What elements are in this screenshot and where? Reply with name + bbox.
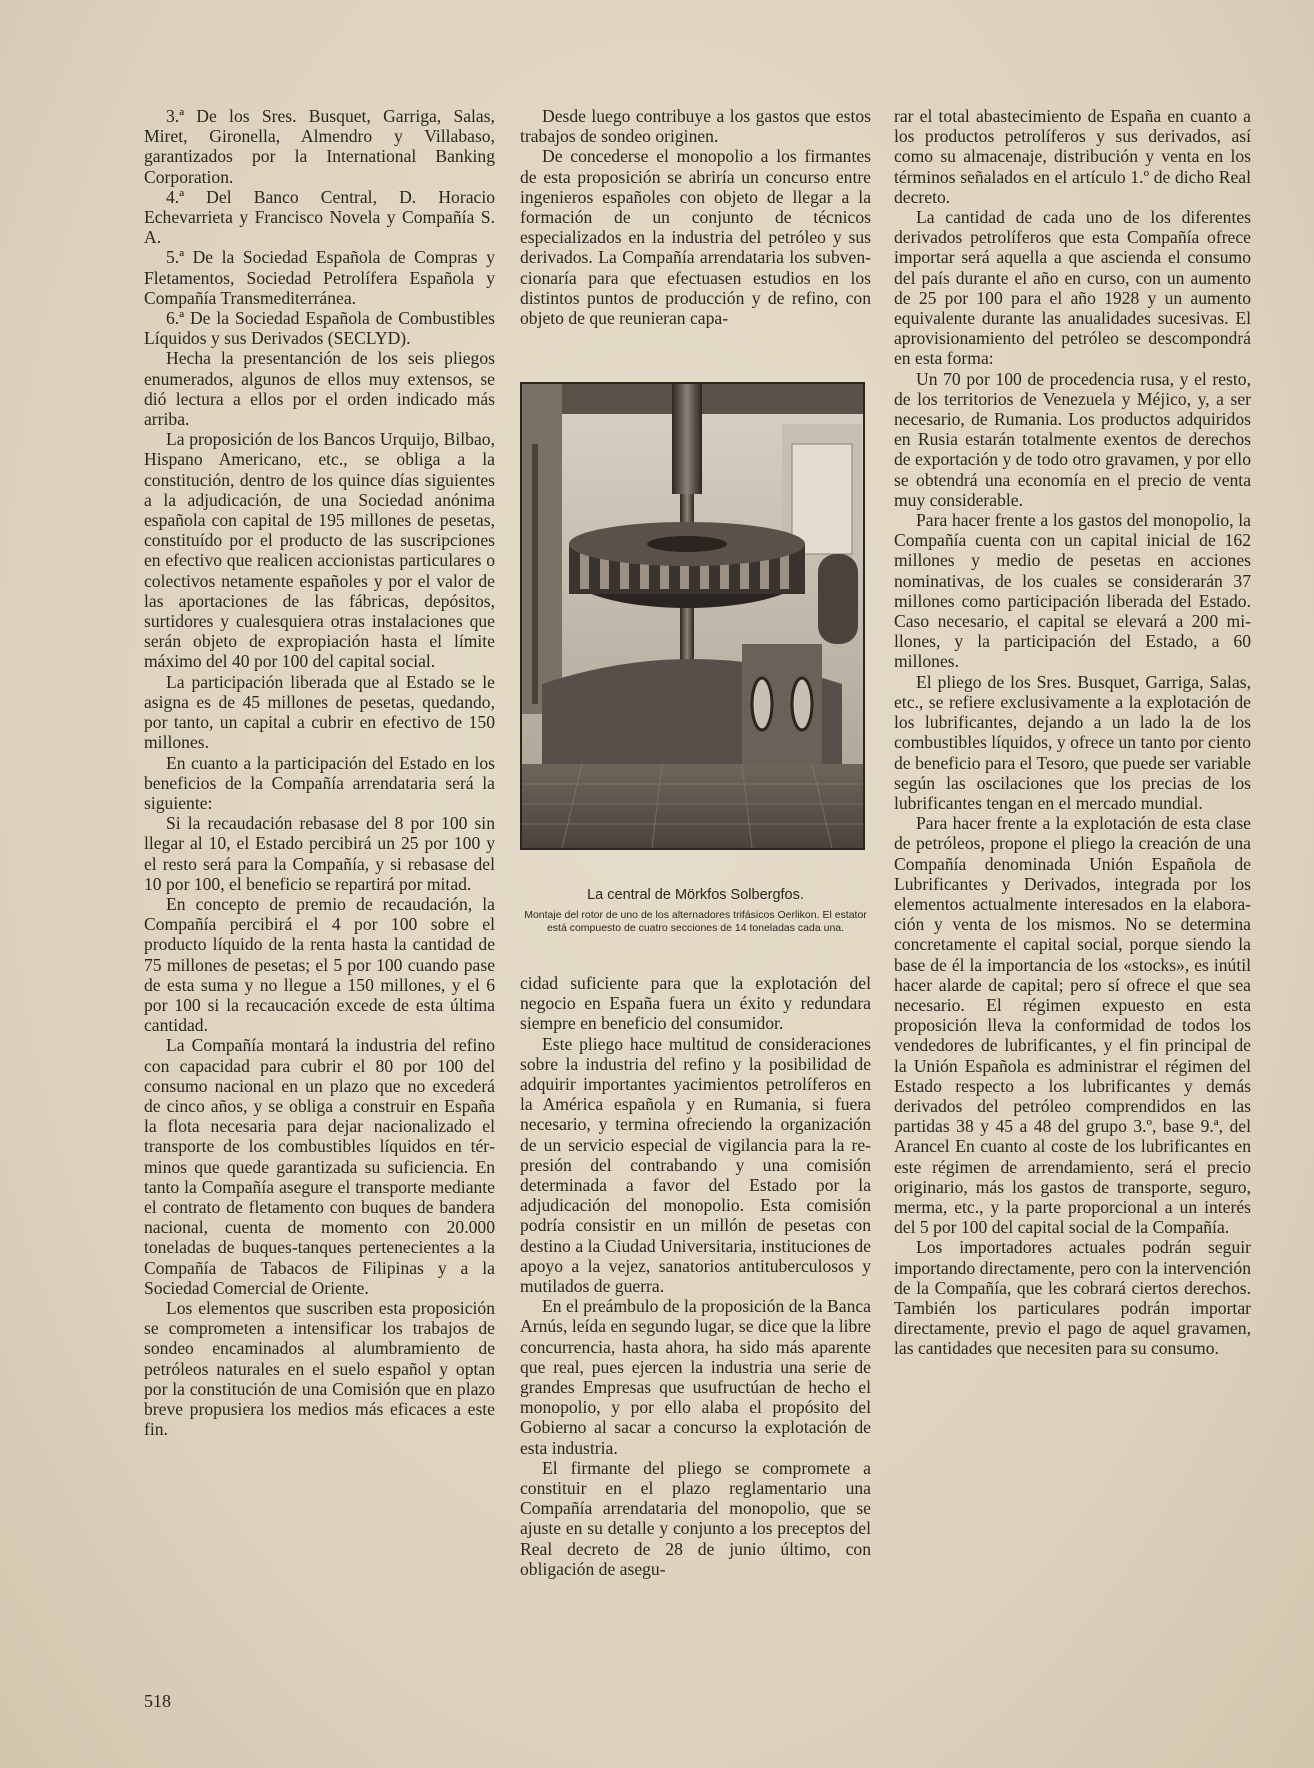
paragraph: Un 70 por 100 de procedencia rusa, y el resto, de los territorios de Venezuela y Méjico, y, a ser necesario, de Rumania. Los productos adquiridos en Rusia estarán totalmente exentos de derechos de exportación y de todo otro gravamen, y por ello se obtendrá una economía en el precio de venta muy considerable. — [894, 368, 1251, 510]
figure-title: La central de Mörkfos Solbergfos. — [587, 887, 804, 903]
rotor-photograph — [520, 382, 865, 850]
paragraph: cidad suficiente para que la explotación del negocio en España fuera un éxito y redundara siempre en beneficio del consumidor. — [520, 973, 871, 1034]
paragraph: La participación liberada que al Estado se le asigna es de 45 millones de pesetas, quedando, por tanto, un capital a cubrir en efectivo de 150 millones. — [144, 671, 495, 753]
figure-caption: Montaje del rotor de uno de los alternadores trifásicos Oerlikon. El estator está compuesto de cuatro secciones de 14 toneladas cada una. — [524, 909, 867, 934]
paragraph: Los elementos que suscriben esta proposición se comprometen a intensificar los trabajos de sondeo encaminados al alumbramiento de petróleos naturales en el suelo español y optan por la constitución de una Comisión que en plazo breve propusiera los medios más eficaces a este fin. — [144, 1297, 495, 1440]
paragraph: 3.ª De los Sres. Busquet, Garriga, Salas, Miret, Gironella, Almendro y Villabaso, garantizados por la International Banking Corporation. — [144, 106, 495, 187]
text-column-right — [894, 106, 1251, 1359]
paragraph: Para hacer frente a la explotación de esta clase de petróleos, propone el pliego la creación de una Compañía denominada Unión Española de Lubrificantes y Derivados, integrada por los elementos actualmente interesados en la elaboración y venta de los mismos. No se determina concretamente el capital social, porque siendo la base de él la importancia de los «stocks», es inútil hacer alarde de capital; pero sí ofrece el que sea necesario. El régimen expuesto en esta proposición lleva la conformidad de todos los vendedores de lubrificantes, y el fin principal de la Unión Española es administrar el régimen del Estado respecto a los lubrificantes y demás derivados del petróleo comprendidos en las partidas 38 y 45 a 48 del grupo 3.º, base 9.ª, del Arancel En cuanto al coste de los lubrificantes en este régimen de arrendamiento, será el precio originario, más los gastos de transporte, seguro, merma, etc., y la parte proporcional a un interés del 5 por 100 del capital social de la Compañía. — [894, 813, 1251, 1238]
paragraph: El firmante del pliego se compromete a constituir en el plazo reglamentario una Compañía arrendataria del monopolio, que se ajuste en su detalle y conjunto a los preceptos del Real decreto de 28 de junio último, con obligación de asegu- — [520, 1457, 871, 1579]
paragraph: Hecha la presentanción de los seis pliegos enumerados, algunos de ellos muy extensos, se dió lectura a ellos por el orden indicado más arriba. — [144, 348, 495, 430]
paragraph: Para hacer frente a los gastos del monopolio, la Compañía cuenta con un capital inicial de 162 millones y medio de pesetas en acciones nominativas, de los cuales se considerarán 37 millones como participación liberada del Estado. Caso necesario, el capital se elevará a 200 millones, y la participación del Estado, a 60 millones. — [894, 510, 1251, 672]
paragraph: Los importadores actuales podrán seguir importando directamente, pero con la intervención de la Compañía, que les cobrará ciertos derechos. También los particulares podrán importar directamente, previo el pago de aquel gravamen, las cantidades que necesiten para su consumo. — [894, 1237, 1251, 1359]
paragraph: 6.ª De la Sociedad Española de Combustibles Líquidos y sus Derivados (SECLYD). — [144, 308, 495, 349]
rotor-illustration — [522, 384, 863, 848]
text-column-middle-top — [520, 106, 871, 328]
text-column-middle-bottom — [520, 973, 871, 1579]
paragraph: En cuanto a la participación del Estado en los beneficios de la Compañía arrendataria será la siguiente: — [144, 752, 495, 813]
paragraph: La cantidad de cada uno de los diferentes derivados petrolíferos que esta Compañía ofrece importar será aquella a que ascienda el consumo del país durante el año en curso, con un aumento de 25 por 100 para el año 1928 y un aumento equivalente durante las anualidades sucesivas. El aprovisionamiento del petróleo se descompondrá en esta forma: — [894, 207, 1251, 369]
paragraph: Si la recaudación rebasase del 8 por 100 sin llegar al 10, el Estado percibirá un 25 por 100 y el resto será para la Compañía, y si rebasase del 10 por 100, el beneficio se repartirá por mitad. — [144, 813, 495, 894]
text-column-left — [144, 106, 495, 1439]
paragraph: 5.ª De la Sociedad Española de Compras y Fletamentos, Sociedad Petrolífera Española y Compañía Transmediterránea. — [144, 247, 495, 308]
paragraph: En concepto de premio de recaudación, la Compañía percibirá el 4 por 100 sobre el producto líquido de la renta hasta la cantidad de 75 millones de pesetas; el 5 por 100 cuando pase de esta suma y no llegue a 150 millones, y el 6 por 100 si la recaucación excede de esta última cantidad. — [144, 893, 495, 1036]
photo-figure — [520, 382, 865, 852]
paragraph: El pliego de los Sres. Busquet, Garriga, Salas, etc., se refiere exclusivamente a la explotación de los lubrificantes, dejando a un lado la de los combustibles líquidos, y ofrece un tanto por ciento de beneficio para el Tesoro, que puede ser variable según las oscilaciones que los precias de los lubrificantes tengan en el mercado mundial. — [894, 671, 1251, 813]
paragraph: La Compañía montará la industria del refino con capacidad para cubrir el 80 por 100 del consumo nacional en un plazo que no excederá de cinco años, y se obliga a construir en España la flota necesaria para dejar nacionalizado el transporte de los combustibles líquidos en términos que quede garantizada su suficiencia. En tanto la Compañía asegure el transporte mediante el contrato de fletamento con buques de bandera nacional, cuenta de momento con 20.000 toneladas de buques-tanques pertenecientes a la Compañía de Tabacos de Filipinas y a la Sociedad Comercial de Oriente. — [144, 1035, 495, 1298]
paragraph: La proposición de los Bancos Urquijo, Bilbao, Hispano Americano, etc., se obliga a la constitución, dentro de los quince días siguientes a la adjudicación, de una Sociedad anónima española con capital de 195 millones de pesetas, constituído por el producto de las suscripciones en efectivo que realicen accionistas particulares o colectivos netamente españoles y por el valor de las aportaciones de las fábricas, depósitos, surtidores y cualesquiera otras instalaciones que serán objeto de expropiación hasta el límite máximo del 40 por 100 del capital social. — [144, 429, 495, 672]
paragraph: Este pliego hace multitud de consideraciones sobre la industria del refino y la posibilidad de adquirir importantes yacimientos petrolíferos en la América española y en Rumania, si fuera necesario, y termina ofreciendo la organización de un servicio especial de vigilancia para la represión del contrabando y una comisión determinada a favor del Estado por la adjudicación del monopolio. Esta comisión podría consistir en un millón de pesetas con destino a la Ciudad Universitaria, instituciones de apoyo a la vejez, sanatorios antituberculosos y mutilados de guerra. — [520, 1033, 871, 1297]
paragraph: rar el total abastecimiento de España en cuanto a los productos petrolíferos y sus derivados, así como su almacenaje, distribución y venta en los términos señalados en el artículo 1.º de dicho Real decreto. — [894, 106, 1251, 207]
paragraph: 4.ª Del Banco Central, D. Horacio Echevarrieta y Francisco Novela y Compañía S. A. — [144, 186, 495, 248]
paragraph: Desde luego contribuye a los gastos que estos trabajos de sondeo originen. — [520, 106, 871, 147]
paragraph: En el preámbulo de la proposición de la Banca Arnús, leída en segundo lugar, se dice que la libre concurrencia, hasta ahora, ha sido más aparente que real, pues ejercen la industria una serie de grandes Empresas que usufructúan de hecho el monopolio, y por ello alaba el propósito del Gobierno al sacar a concurso la explotación de esta industria. — [520, 1296, 871, 1458]
paragraph: De concederse el monopolio a los firmantes de esta proposición se abriría un concurso entre ingenieros españoles con objeto de llegar a la formación de un conjunto de técnicos especializados en la industria del petróleo y sus derivados. La Compañía arrendataria los subvencionaría para que efectuasen estudios en los distintos puntos de producción y de refino, con objeto de que reunieran capa- — [520, 146, 871, 329]
page-number: 518 — [144, 1691, 171, 1711]
